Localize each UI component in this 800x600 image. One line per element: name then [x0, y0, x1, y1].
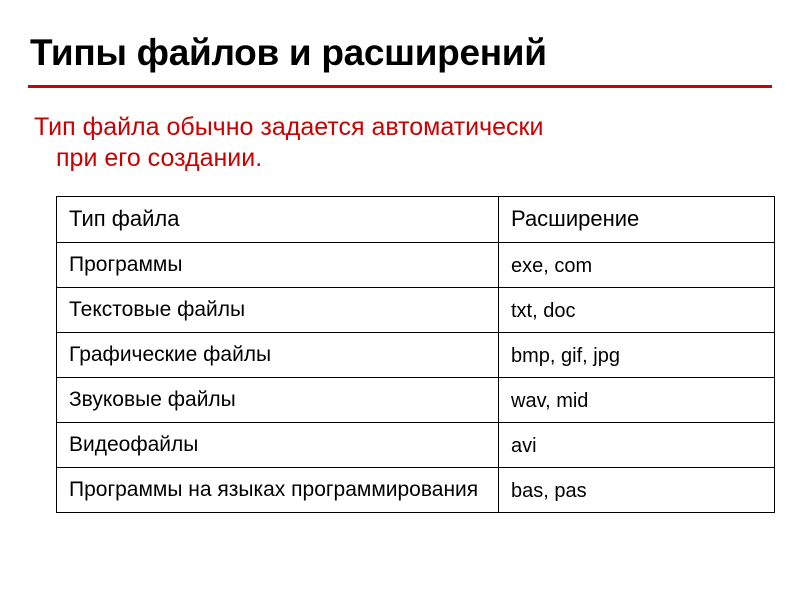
table-header-row: [57, 197, 775, 243]
cell-file-type: Программы на языках программирования: [57, 467, 499, 512]
lead-paragraph: [34, 112, 772, 175]
lead-line-1: Тип файла обычно задается автоматически: [34, 112, 544, 141]
cell-file-type: Текстовые файлы: [57, 287, 499, 332]
column-header-type: Тип файла: [57, 197, 499, 243]
page-title: Типы файлов и расширений: [30, 32, 547, 73]
cell-extension: bas, pas: [499, 467, 775, 512]
cell-extension: wav, mid: [499, 377, 775, 422]
table-row: [57, 422, 775, 467]
cell-file-type: Видеофайлы: [57, 422, 499, 467]
cell-extension: bmp, gif, jpg: [499, 332, 775, 377]
table-row: [57, 332, 775, 377]
cell-file-type: Программы: [57, 242, 499, 287]
cell-extension: txt, doc: [499, 287, 775, 332]
cell-extension: avi: [499, 422, 775, 467]
table-row: [57, 467, 775, 512]
file-types-table: [56, 196, 775, 513]
table-row: [57, 287, 775, 332]
cell-file-type: Звуковые файлы: [57, 377, 499, 422]
title-divider: [28, 85, 772, 88]
cell-extension: exe, com: [499, 242, 775, 287]
lead-line-2: при его создании.: [56, 144, 263, 173]
file-types-table-wrapper: [56, 196, 774, 513]
column-header-extension: Расширение: [499, 197, 775, 243]
cell-file-type: Графические файлы: [57, 332, 499, 377]
table-row: [57, 377, 775, 422]
table-row: [57, 242, 775, 287]
